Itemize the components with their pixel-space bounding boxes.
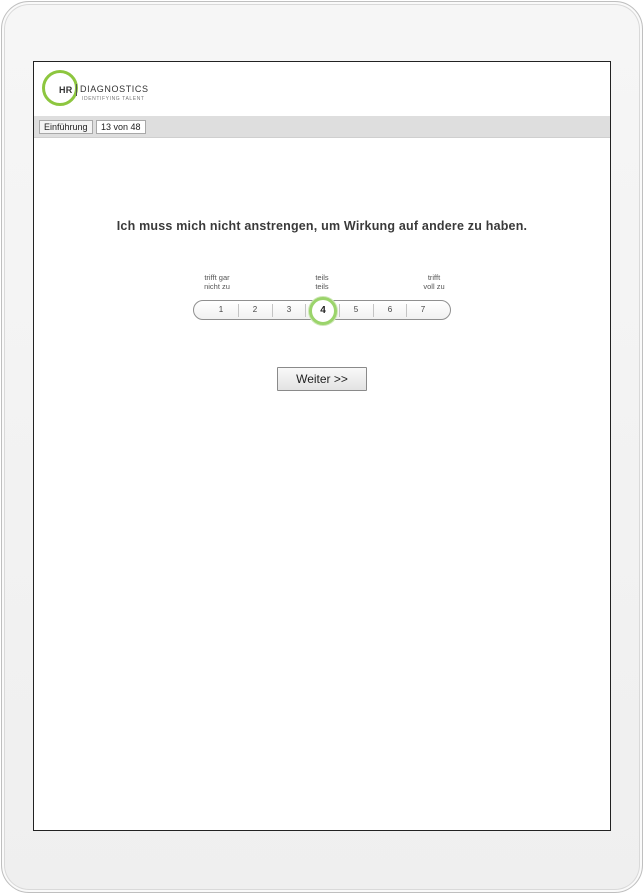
scale-anchor-right [409,273,459,291]
scale-option-3[interactable]: 3 [286,305,292,314]
scale-tick [238,304,239,317]
scale-anchor-right-line1: trifft [427,273,441,282]
next-button[interactable]: Weiter >> [277,367,367,391]
scale-tick [373,304,374,317]
scale-option-5[interactable]: 5 [353,305,359,314]
logo-initials: HR [59,85,73,95]
scale-anchor-left-line2: nicht zu [204,282,230,291]
scale-anchor-right-line2: voll zu [423,282,445,291]
logo-tagline: IDENTIFYING TALENT [82,96,145,102]
scale-tick [339,304,340,317]
scale-option-2[interactable]: 2 [252,305,258,314]
progress-bar [34,116,610,138]
scale-anchor-middle [297,273,347,291]
scale-option-6[interactable]: 6 [387,305,393,314]
question-text: Ich muss mich nicht anstrengen, um Wirkung auf andere zu haben. [116,219,528,233]
scale-option-1[interactable]: 1 [218,305,224,314]
scale-tick [272,304,273,317]
header [34,62,610,116]
scale-tick [305,304,306,317]
scale-anchor-left-line1: trifft gar [204,273,230,282]
app-screen [33,61,611,831]
scale-option-7[interactable]: 7 [420,305,426,314]
logo-name: DIAGNOSTICS [80,84,149,94]
scale-anchor-left [192,273,242,291]
scale-anchor-middle-line1: teils [315,273,329,282]
scale-tick [406,304,407,317]
question-counter: 13 von 48 [96,120,146,134]
rating-slider-handle[interactable]: 4 [309,297,337,325]
tab-introduction[interactable]: Einführung [39,120,93,134]
logo-divider [76,84,77,96]
scale-anchor-middle-line2: teils [315,282,329,291]
